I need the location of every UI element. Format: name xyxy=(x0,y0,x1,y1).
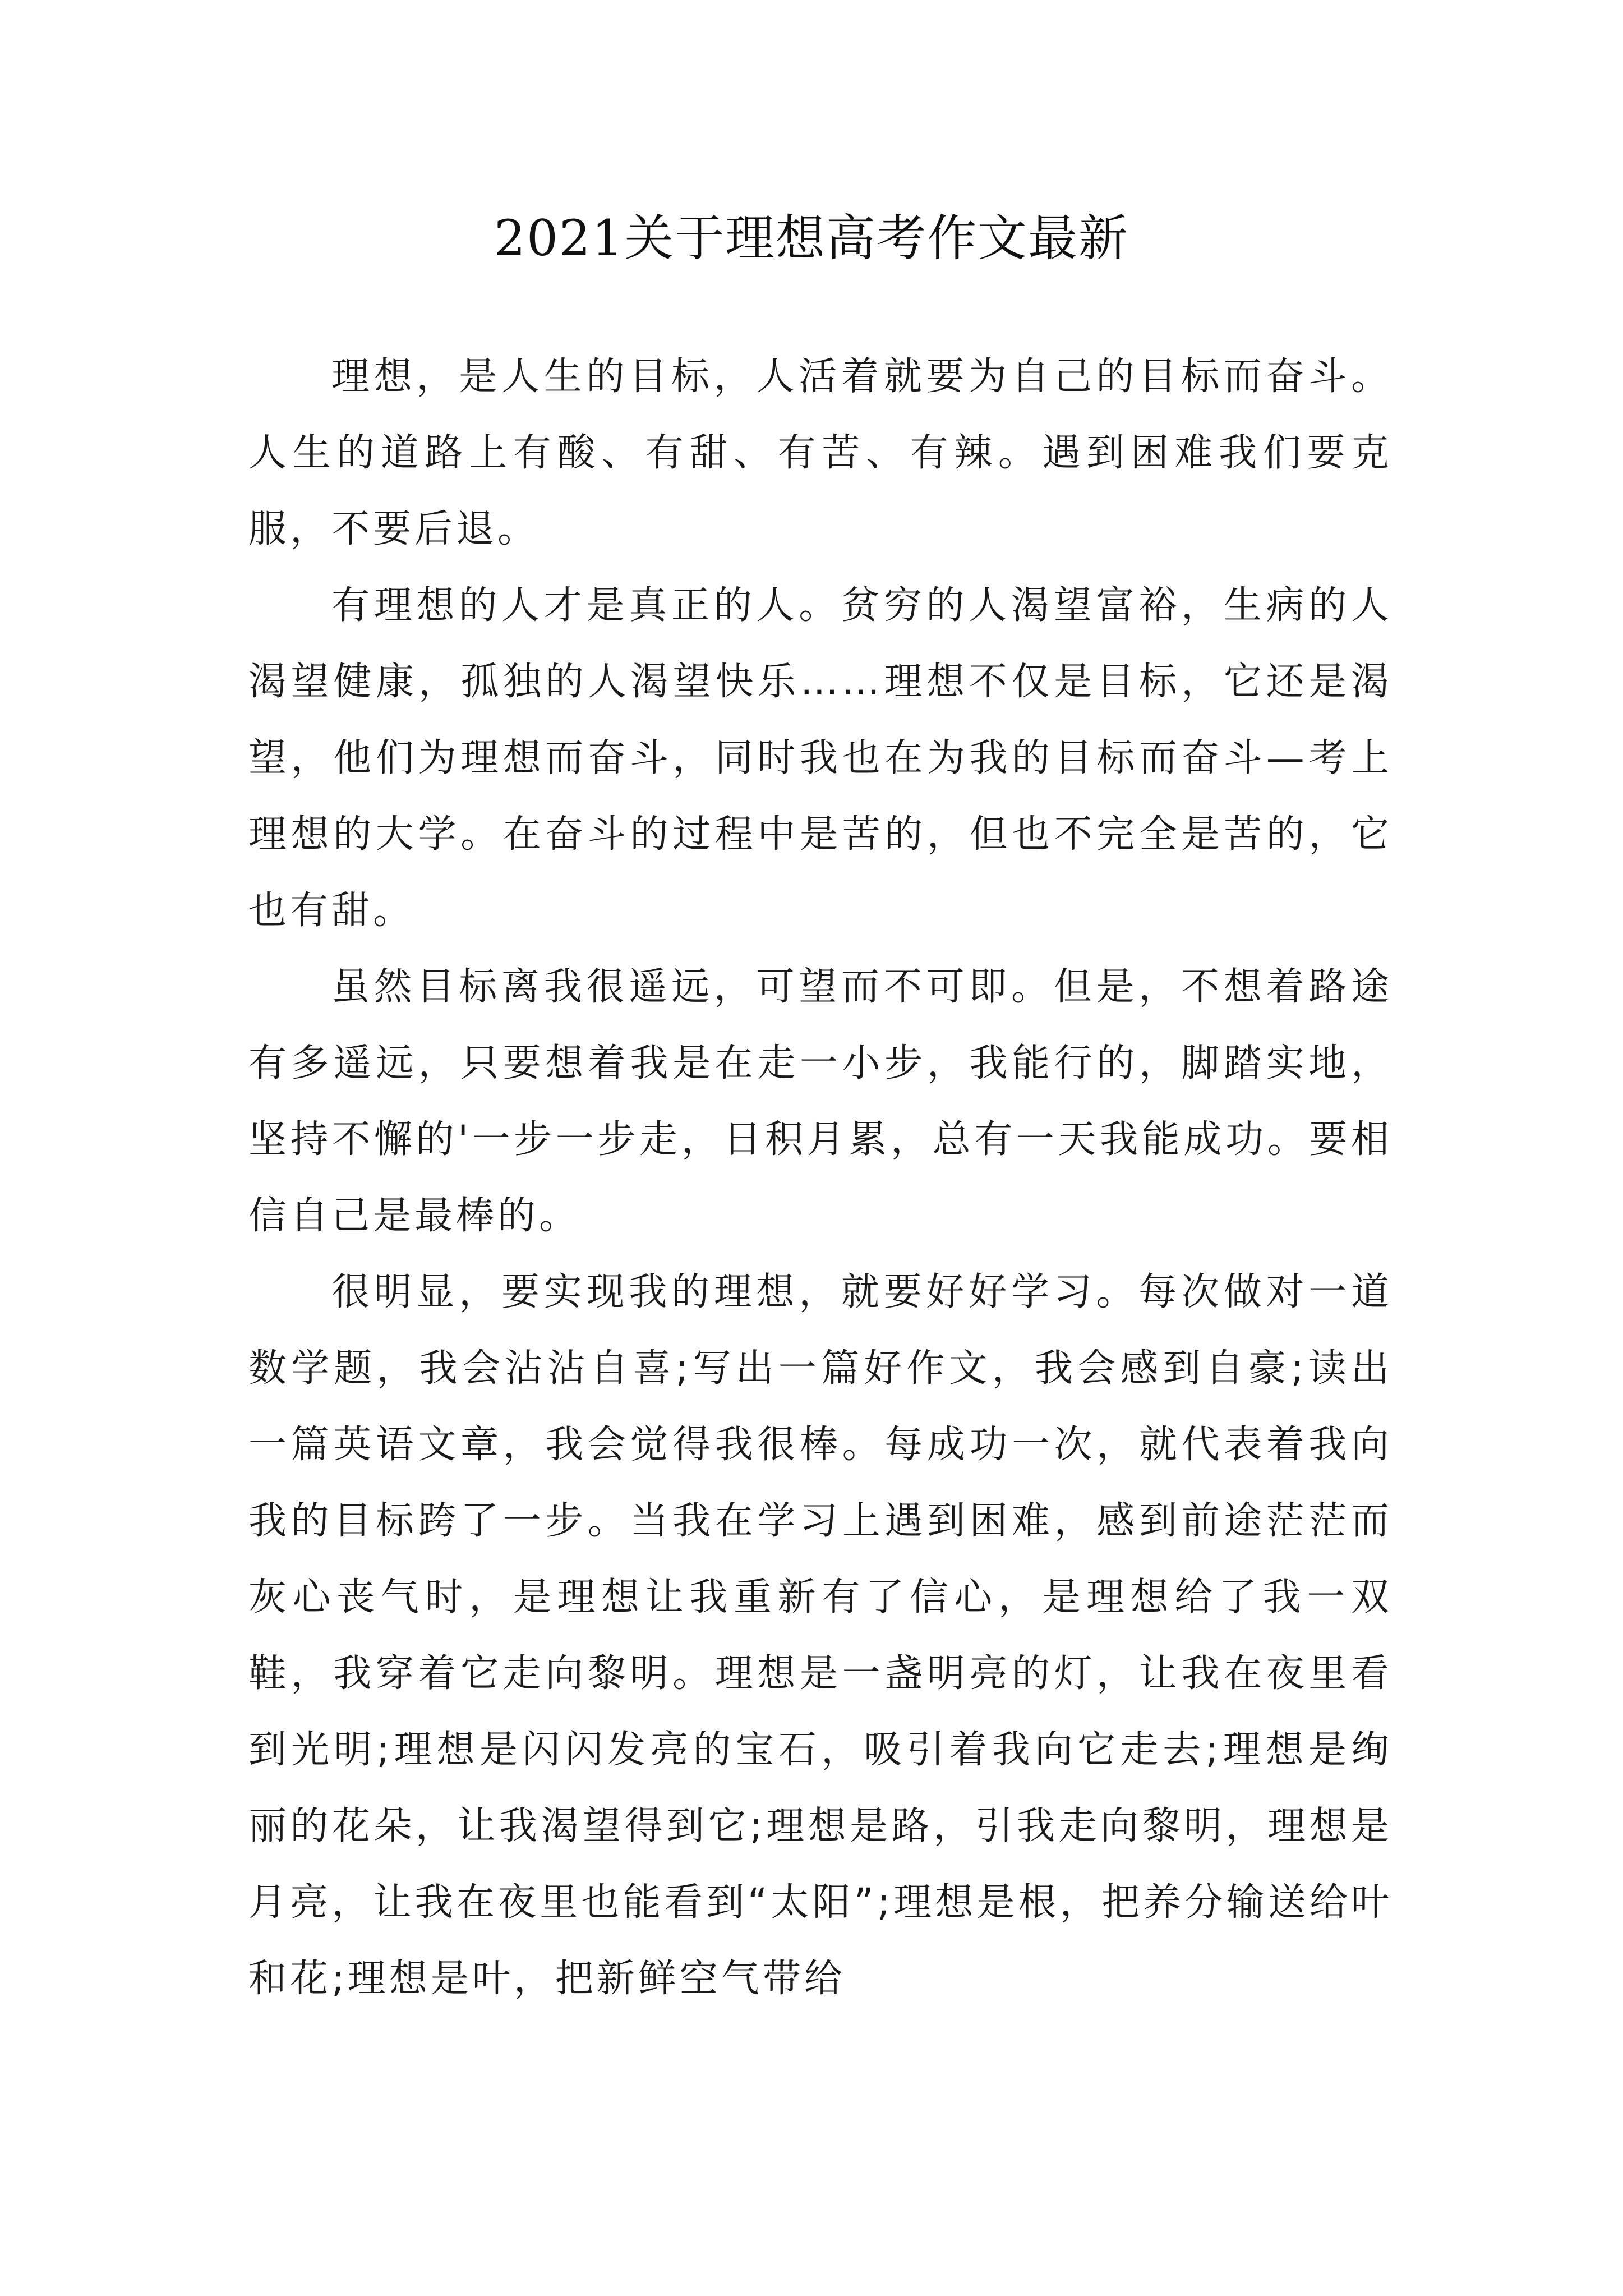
document-body xyxy=(248,339,1393,2017)
paragraph-1: 理想，是人生的目标，人活着就要为自己的目标而奋斗。人生的道路上有酸、有甜、有苦、有辣。遇到困难我们要克服，不要后退。 xyxy=(248,355,1393,551)
paragraph-3: 虽然目标离我很遥远，可望而不可即。但是，不想着路途有多遥远，只要想着我是在走一小步，我能行的，脚踏实地，坚持不懈的'一步一步走，日积月累，总有一天我能成功。要相信自己是最棒的。 xyxy=(248,965,1393,1238)
paragraph-4: 很明显，要实现我的理想，就要好好学习。每次做对一道数学题，我会沾沾自喜;写出一篇好作文，我会感到自豪;读出一篇英语文章，我会觉得我很棒。每成功一次，就代表着我向我的目标跨了一步。当我在学习上遇到困难，感到前途茫茫而灰心丧气时，是理想让我重新有了信心，是理想给了我一双鞋，我穿着它走向黎明。理想是一盏明亮的灯，让我在夜里看到光明;理想是闪闪发亮的宝石，吸引着我向它走去;理想是绚丽的花朵，让我渴望得到它;理想是路，引我走向黎明，理想是月亮，让我在夜里也能看到“太阳”;理想是根，把养分输送给叶和花;理想是叶，把新鲜空气带给 xyxy=(248,1270,1393,2001)
document-title: 2021关于理想高考作文最新 xyxy=(494,209,1129,267)
paragraph-2: 有理想的人才是真正的人。贫穷的人渴望富裕，生病的人渴望健康，孤独的人渴望快乐……理想不仅是目标，它还是渴望，他们为理想而奋斗，同时我也在为我的目标而奋斗—考上理想的大学。在奋斗的过程中是苦的，但也不完全是苦的，它也有甜。 xyxy=(248,583,1393,933)
